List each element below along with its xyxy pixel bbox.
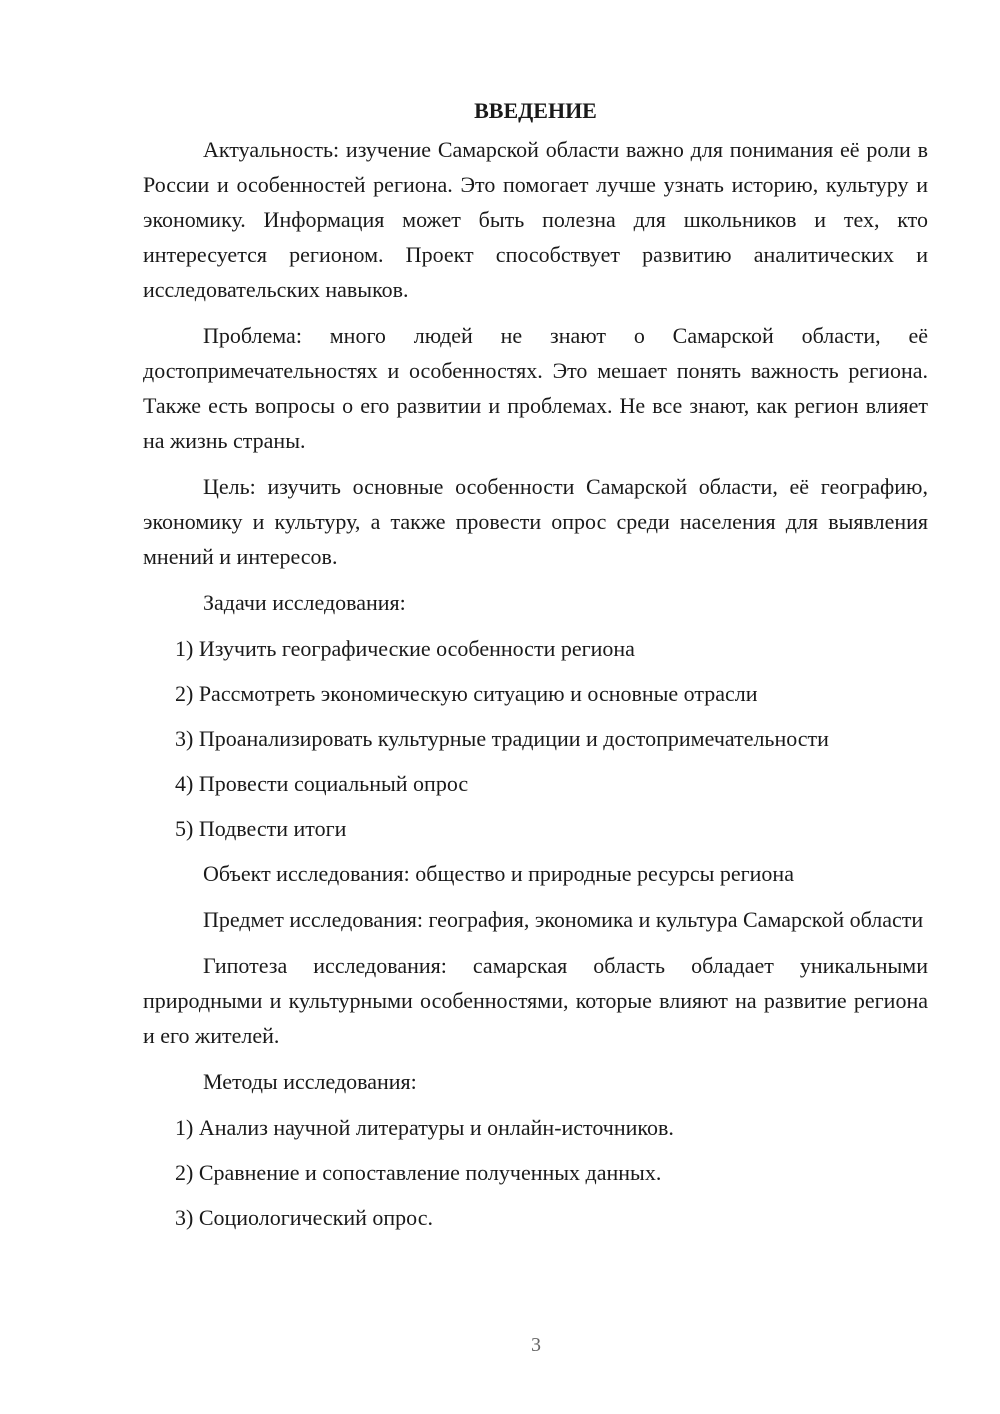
section-title: ВВЕДЕНИЕ — [474, 98, 597, 123]
page-content — [143, 94, 928, 1245]
relevance-paragraph: Актуальность: изучение Самарской области важно для понимания её роли в России и особенностей региона. Это помогает лучше узнать историю, культуру и экономику. Информация может быть полезна для школьников и тех, кто интересуется регионом. Проект способствует развитию аналитических и исследовательских навыков. — [143, 137, 928, 302]
task-item: 5) Подвести итоги — [175, 816, 347, 841]
task-item: 1) Изучить географические особенности региона — [175, 636, 635, 661]
task-item: 4) Провести социальный опрос — [175, 771, 469, 796]
page-number: 3 — [531, 1334, 541, 1356]
task-item: 2) Рассмотреть экономическую ситуацию и основные отрасли — [175, 681, 758, 706]
subject-paragraph: Предмет исследования: география, экономика и культура Самарской области — [203, 907, 924, 932]
method-item: 1) Анализ научной литературы и онлайн-источников. — [175, 1115, 674, 1140]
methods-heading: Методы исследования: — [203, 1069, 417, 1094]
hypothesis-paragraph: Гипотеза исследования: самарская область обладает уникальными природными и культурными особенностями, которые влияют на развитие региона и его жителей. — [143, 953, 928, 1048]
method-item: 3) Социологический опрос. — [175, 1205, 433, 1230]
problem-paragraph: Проблема: много людей не знают о Самарской области, её достопримечательностях и особенностях. Это мешает понять важность региона. Также есть вопросы о его развитии и проблемах. Не все знают, как регион влияет на жизнь страны. — [143, 323, 928, 453]
tasks-heading: Задачи исследования: — [203, 590, 406, 615]
goal-paragraph: Цель: изучить основные особенности Самарской области, её географию, экономику и культуру, а также провести опрос среди населения для выявления мнений и интересов. — [143, 474, 928, 569]
method-item: 2) Сравнение и сопоставление полученных данных. — [175, 1160, 662, 1185]
object-paragraph: Объект исследования: общество и природные ресурсы региона — [203, 861, 794, 886]
task-item: 3) Проанализировать культурные традиции и достопримечательности — [175, 726, 829, 751]
